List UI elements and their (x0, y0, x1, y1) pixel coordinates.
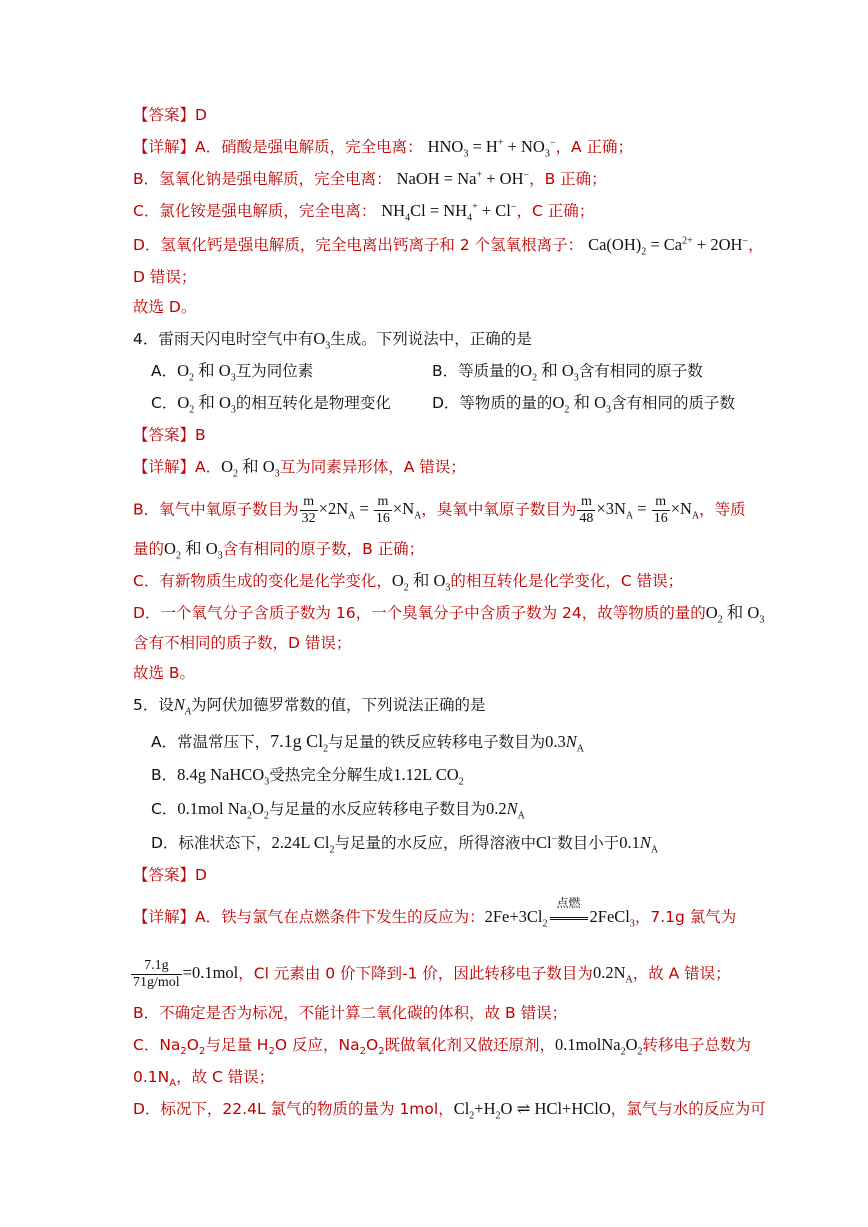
equation: $\frac{m}{48}$ $\times 3N_A$ = $\frac{m}{16}$ $\times N_A$ (579, 494, 700, 526)
detail-text: B．氧气中氧原子数目为 (133, 500, 299, 519)
q4-detail-b (133, 494, 808, 527)
detail-text: ，故 A 错误； (632, 964, 731, 983)
formula: $N_A$ (173, 695, 191, 718)
q3-answer-line (133, 104, 808, 126)
option-text: 受热完全分解生成 (269, 766, 394, 784)
detail-text: ，臭氧中氧原子数目为 (421, 500, 577, 519)
detail-text: ，等质 (699, 500, 746, 519)
answer-label: 【答案】 (133, 106, 196, 124)
formula: $O_2$ 和 $O_3$ (391, 571, 451, 594)
q3-detail-d (133, 234, 808, 256)
detail-text: 量的 (133, 540, 165, 558)
q5-detail-d (133, 1098, 808, 1120)
equation: $HNO_3 = H^+ + NO_3^-$ (427, 137, 556, 160)
equation: $Cl_2+H_2O$ ⇌ HCl+HClO (453, 1099, 611, 1122)
answer-value: D (195, 866, 207, 884)
q5-detail-c-2: $0.1N_A$，故 C 错误； (133, 1068, 275, 1090)
option-label: C． (151, 394, 178, 412)
formula: $0.1N_A$ (619, 833, 659, 856)
formula: 0.1mol $Na_2O_2$ (177, 799, 269, 822)
q4-detail-b-2 (133, 538, 808, 560)
reaction-condition: 点燃 (556, 896, 581, 910)
detail-text: ，7.1g 氯气为 (634, 908, 737, 926)
detail-text: A．铁与氯气在点燃条件下发生的反应为： (195, 908, 485, 926)
detail-label: 【详解】 (133, 908, 196, 926)
equation: $\frac{m}{32}$ $\times 2N_A$ = $\frac{m}{16}$ $\times N_A$ (301, 494, 422, 526)
detail-text: ，故 C 错误； (176, 1068, 275, 1086)
detail-text: B．氢氧化钠是强电解质，完全电离： (133, 170, 392, 188)
q4-detail-d (133, 602, 808, 624)
detail-text: O (186, 1036, 199, 1054)
detail-text: A．硝酸是强电解质，完全电离： (195, 138, 423, 156)
formula: $O_2$ 和 $O_3$ (221, 457, 280, 480)
option-text: D．标准状态下， (151, 834, 272, 852)
detail-text: 既做氧化剂又做还原剂， (384, 1036, 556, 1054)
q5-option-a (151, 730, 808, 753)
formula: $O_2$ 和 $O_3$ (552, 393, 612, 416)
q3-detail-d-2: D 错误； (133, 268, 197, 286)
fraction-numerator: 7.1g (131, 958, 182, 975)
q5-detail-b: B．不确定是否为标况，不能计算二氧化碳的体积，故 B 错误； (133, 1004, 568, 1022)
detail-text: 含有相同的原子数，B 正确； (222, 540, 425, 558)
formula: $0.3N_A$ (545, 732, 585, 755)
formula: $0.2N_A$ (485, 799, 525, 822)
option-label: B． (151, 766, 178, 784)
formula: 2.24L $Cl_2$ (271, 833, 335, 856)
q5-stem (133, 694, 808, 716)
option-text: A．常温常压下， (151, 733, 271, 751)
option-text: 与足量的铁反应转移电子数目为 (328, 733, 546, 751)
stem-text: 为阿伏加德罗常数的值，下列说法正确的是 (191, 696, 486, 714)
equation: NaOH = Na+ + OH− (396, 169, 530, 188)
q3-detail-b (133, 168, 808, 190)
detail-tail: ， (748, 236, 764, 254)
formula: 7.1g $Cl_2$ (270, 731, 329, 755)
detail-text: D．氢氧化钙是强电解质，完全电离出钙离子和 2 个氢氧根离子： (133, 236, 584, 254)
answer-value: D (195, 106, 207, 124)
detail-label: 【详解】 (133, 138, 196, 156)
equation: $Ca(OH)_2 = Ca^{2+} + 2OH^-$ (588, 235, 749, 258)
stem-text: 生成。下列说法中，正确的是 (330, 330, 532, 348)
q4-detail-c (133, 570, 808, 592)
detail-text: 与足量 H (205, 1036, 269, 1054)
detail-text: ，氯气与水的反应为可 (610, 1100, 766, 1118)
stem-text: 4．雷雨天闪电时空气中有 (133, 330, 314, 348)
q5-detail-a-2 (130, 958, 808, 991)
detail-text: 的相互转化是化学变化，C 错误； (450, 572, 684, 590)
detail-tail: ，C 正确； (516, 202, 595, 220)
equation: $2Fe+3Cl_2$ 点燃 2FeCl$_3$ (485, 907, 635, 926)
fraction-denominator: 71g/mol (133, 975, 180, 990)
formula: 1.12L $CO_2$ (393, 765, 464, 788)
detail-text: C．氯化铵是强电解质，完全电离： (133, 202, 377, 220)
formula: $O_2$ 和 $O_3$ (705, 603, 765, 626)
option-text: 互为同位素 (235, 362, 314, 380)
detail-text: 0.1N (133, 1068, 170, 1086)
detail-tail: ，A 正确； (555, 138, 633, 156)
q4-detail-d-2: 含有不相同的质子数，D 错误； (133, 634, 352, 652)
option-text: B．等质量的 (432, 362, 521, 380)
option-text: 与足量的水反应，所得溶液中 (334, 834, 537, 852)
q5-option-c (151, 798, 808, 820)
answer-label: 【答案】 (133, 866, 196, 884)
formula: $O_2$ 和 $O_3$ (177, 393, 236, 416)
option-text: 含有相同的原子数 (578, 362, 703, 380)
q5-option-d (151, 832, 808, 854)
formula: $O_2$ 和 $O_3$ (164, 539, 223, 562)
stem-text: 5．设 (133, 696, 174, 714)
q5-option-b (151, 764, 808, 786)
detail-text: C．有新物质生成的变化是化学变化， (133, 572, 392, 590)
detail-text: O 反应，Na (274, 1036, 360, 1054)
option-text: 与足量的水反应转移电子数目为 (268, 800, 486, 818)
detail-text: C．Na (133, 1036, 181, 1054)
detail-text: D．一个氧气分子含质子数为 16，一个臭氧分子中含质子数为 24，故等物质的量的 (133, 604, 706, 622)
q4-conclusion: 故选 B。 (133, 664, 196, 682)
detail-text: D．标况下，22.4L 氯气的物质的量为 1mol， (133, 1100, 454, 1118)
fraction-result: =0.1mol (182, 963, 239, 983)
formula: $O_2$ 和 $O_3$ (177, 361, 236, 384)
detail-text: 互为同素异形体，A 错误； (279, 458, 466, 476)
q3-detail-a (133, 136, 808, 158)
formula: $0.1molNa_2O_2$ (555, 1035, 643, 1058)
q5-answer-line (133, 864, 808, 886)
formula: $0.2N_A$ (592, 963, 633, 986)
option-text: 含有相同的质子数 (611, 394, 736, 412)
option-label: A． (151, 362, 178, 380)
option-text: D．等物质的量的 (432, 394, 553, 412)
detail-tail: ，B 正确； (529, 170, 607, 188)
equation (130, 958, 239, 990)
detail-text: A． (195, 458, 222, 476)
formula: Cl− (536, 833, 558, 852)
formula: $O_2$ 和 $O_3$ (520, 361, 579, 384)
detail-text: O (365, 1036, 379, 1054)
q4-detail-a (133, 456, 808, 478)
q4-option-d (432, 392, 808, 414)
q4-stem (133, 328, 808, 350)
detail-text: ，Cl 元素由 0 价下降到-1 价，因此转移电子数目为 (238, 964, 593, 983)
q3-detail-c (133, 200, 808, 222)
answer-label: 【答案】 (133, 426, 196, 444)
q5-detail-a (133, 896, 808, 930)
option-label: C． (151, 800, 178, 818)
option-text: 的相互转化是物理变化 (235, 394, 391, 412)
formula: $O_3$ (313, 329, 331, 352)
detail-label: 【详解】 (133, 458, 196, 476)
answer-value: B (195, 426, 206, 444)
q5-detail-c: C．$Na_2O_2$与足量 $H_2O$ 反应，$Na_2O_2$既做氧化剂又做还原剂，$0.1molNa_2O_2$转移电子总数为 (133, 1035, 752, 1058)
detail-text: 转移电子总数为 (642, 1036, 752, 1054)
option-text: 数目小于 (557, 834, 620, 852)
equation: $NH_4Cl = NH_4^+ + Cl^-$ (381, 201, 517, 224)
q4-option-b (432, 360, 808, 382)
q3-conclusion: 故选 D。 (133, 298, 197, 316)
formula: 8.4g NaHCO$_3$ (177, 765, 270, 788)
q4-answer-line (133, 424, 808, 446)
